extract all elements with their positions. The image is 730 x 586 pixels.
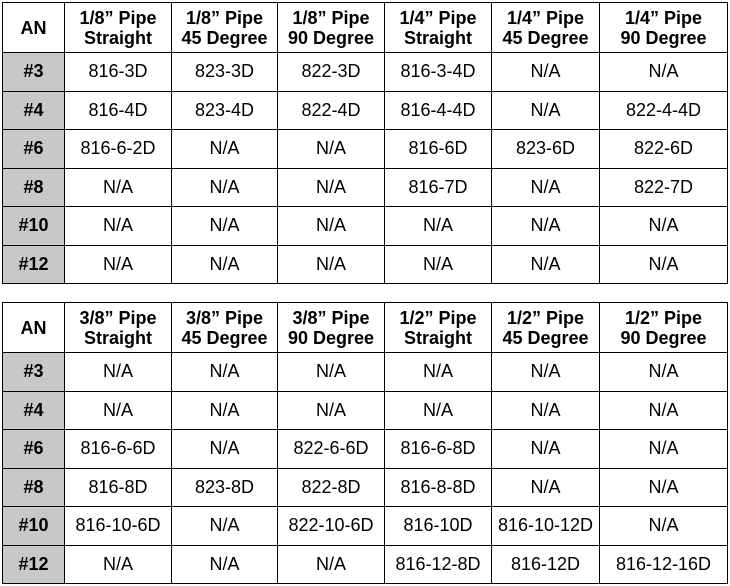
pipe-size-label: 1/8” Pipe xyxy=(292,7,370,28)
column-header xyxy=(600,303,728,353)
fitting-angle-label: Straight xyxy=(83,27,152,48)
pipe-size-label: 3/8” Pipe xyxy=(185,307,264,328)
part-number-cell: N/A xyxy=(492,53,600,92)
part-number-cell: N/A xyxy=(600,53,728,92)
part-number-cell: N/A xyxy=(172,168,278,207)
part-number-cell: 823-6D xyxy=(492,130,600,169)
fitting-table-3-8-and-1-2-pipe xyxy=(2,302,728,584)
part-number-cell: 816-8D xyxy=(65,468,172,507)
part-number-cell: 816-10-12D xyxy=(492,507,600,546)
part-number-cell: 816-10-6D xyxy=(65,507,172,546)
part-number-cell: N/A xyxy=(172,353,278,392)
part-number-cell: 822-6D xyxy=(600,130,728,169)
an-column-header: AN xyxy=(3,303,65,353)
part-number-cell: 822-10-6D xyxy=(278,507,385,546)
part-number-cell: N/A xyxy=(65,207,172,246)
pipe-size-label: 1/4” Pipe xyxy=(506,7,585,28)
part-number-cell: N/A xyxy=(600,245,728,284)
fitting-angle-label: 45 Degree xyxy=(181,27,268,48)
part-number-cell: 816-12D xyxy=(492,545,600,584)
part-number-cell: 816-10D xyxy=(385,507,492,546)
part-number-cell: 822-3D xyxy=(278,53,385,92)
an-size-cell: #6 xyxy=(3,430,65,469)
table-row xyxy=(3,207,728,246)
fitting-angle-label: 90 Degree xyxy=(620,327,707,348)
part-number-cell: N/A xyxy=(492,353,600,392)
part-number-cell: N/A xyxy=(278,245,385,284)
table-row xyxy=(3,91,728,130)
an-size-cell: #12 xyxy=(3,545,65,584)
part-number-cell: N/A xyxy=(278,545,385,584)
part-number-cell: 822-6-6D xyxy=(278,430,385,469)
an-size-cell: #4 xyxy=(3,391,65,430)
part-number-cell: N/A xyxy=(172,245,278,284)
part-number-cell: N/A xyxy=(278,130,385,169)
pipe-size-label: 1/2” Pipe xyxy=(399,307,477,328)
an-size-cell: #3 xyxy=(3,53,65,92)
part-number-cell: N/A xyxy=(172,391,278,430)
part-number-cell: 822-4D xyxy=(278,91,385,130)
part-number-cell: 823-3D xyxy=(172,53,278,92)
fitting-angle-label: 45 Degree xyxy=(181,327,268,348)
table-row xyxy=(3,130,728,169)
an-size-cell: #10 xyxy=(3,507,65,546)
part-number-cell: N/A xyxy=(172,130,278,169)
table-row xyxy=(3,168,728,207)
column-header xyxy=(492,303,600,353)
part-number-cell: 816-6-6D xyxy=(65,430,172,469)
part-number-cell: N/A xyxy=(385,353,492,392)
part-number-cell: N/A xyxy=(385,245,492,284)
column-header xyxy=(172,3,278,53)
part-number-cell: N/A xyxy=(278,391,385,430)
part-number-cell: N/A xyxy=(172,507,278,546)
an-size-cell: #12 xyxy=(3,245,65,284)
an-column-header: AN xyxy=(3,3,65,53)
part-number-cell: N/A xyxy=(278,168,385,207)
part-number-cell: 816-4-4D xyxy=(385,91,492,130)
fitting-angle-label: Straight xyxy=(403,27,472,48)
part-number-cell: N/A xyxy=(65,245,172,284)
table-row xyxy=(3,468,728,507)
part-number-cell: 816-7D xyxy=(385,168,492,207)
part-number-cell: N/A xyxy=(492,468,600,507)
part-number-cell: 816-3D xyxy=(65,53,172,92)
an-size-cell: #8 xyxy=(3,468,65,507)
part-number-cell: N/A xyxy=(492,168,600,207)
fitting-table-1-8-and-1-4-pipe xyxy=(2,2,728,284)
column-header xyxy=(278,303,385,353)
part-number-cell: N/A xyxy=(492,207,600,246)
part-number-cell: N/A xyxy=(65,353,172,392)
pipe-size-label: 1/4” Pipe xyxy=(399,7,477,28)
part-number-cell: N/A xyxy=(65,168,172,207)
part-number-cell: N/A xyxy=(600,353,728,392)
fitting-angle-label: Straight xyxy=(403,327,472,348)
part-number-cell: N/A xyxy=(600,207,728,246)
part-number-cell: 816-6-2D xyxy=(65,130,172,169)
fitting-angle-label: 45 Degree xyxy=(502,27,589,48)
part-number-cell: N/A xyxy=(492,245,600,284)
part-number-cell: 822-7D xyxy=(600,168,728,207)
an-size-cell: #10 xyxy=(3,207,65,246)
part-number-cell: N/A xyxy=(492,430,600,469)
column-header xyxy=(385,3,492,53)
column-header xyxy=(65,3,172,53)
part-number-cell: 823-8D xyxy=(172,468,278,507)
part-number-cell: N/A xyxy=(65,391,172,430)
table-row xyxy=(3,353,728,392)
table-row xyxy=(3,507,728,546)
pipe-size-label: 1/4” Pipe xyxy=(624,7,703,28)
part-number-cell: N/A xyxy=(385,391,492,430)
part-number-cell: N/A xyxy=(600,468,728,507)
fitting-angle-label: 90 Degree xyxy=(287,327,375,348)
table-row xyxy=(3,53,728,92)
part-number-cell: N/A xyxy=(172,430,278,469)
column-header xyxy=(172,303,278,353)
part-number-cell: N/A xyxy=(278,353,385,392)
pipe-size-label: 1/8” Pipe xyxy=(79,7,157,28)
part-number-cell: 816-12-16D xyxy=(600,545,728,584)
column-header xyxy=(492,3,600,53)
part-number-cell: N/A xyxy=(65,545,172,584)
an-size-cell: #3 xyxy=(3,353,65,392)
part-number-cell: 816-12-8D xyxy=(385,545,492,584)
pipe-size-label: 1/2” Pipe xyxy=(506,307,585,328)
pipe-size-label: 3/8” Pipe xyxy=(79,307,157,328)
part-number-cell: N/A xyxy=(172,545,278,584)
pipe-size-label: 3/8” Pipe xyxy=(292,307,370,328)
part-number-cell: 816-6-8D xyxy=(385,430,492,469)
part-number-cell: N/A xyxy=(385,207,492,246)
column-header xyxy=(600,3,728,53)
pipe-size-label: 1/2” Pipe xyxy=(624,307,703,328)
part-number-cell: N/A xyxy=(600,507,728,546)
part-number-cell: N/A xyxy=(600,430,728,469)
part-number-cell: N/A xyxy=(600,391,728,430)
part-number-cell: 822-4-4D xyxy=(600,91,728,130)
part-number-cell: 823-4D xyxy=(172,91,278,130)
column-header xyxy=(385,303,492,353)
pipe-size-label: 1/8” Pipe xyxy=(185,7,264,28)
an-size-cell: #4 xyxy=(3,91,65,130)
table-row xyxy=(3,545,728,584)
fitting-angle-label: 45 Degree xyxy=(502,327,589,348)
part-number-cell: 816-6D xyxy=(385,130,492,169)
part-number-cell: N/A xyxy=(492,91,600,130)
part-number-cell: 816-3-4D xyxy=(385,53,492,92)
table-row xyxy=(3,245,728,284)
part-number-cell: 816-4D xyxy=(65,91,172,130)
part-number-cell: 822-8D xyxy=(278,468,385,507)
column-header xyxy=(65,303,172,353)
column-header xyxy=(278,3,385,53)
header-row xyxy=(3,303,728,353)
header-row xyxy=(3,3,728,53)
fitting-angle-label: Straight xyxy=(83,327,152,348)
fitting-angle-label: 90 Degree xyxy=(287,27,375,48)
table-row xyxy=(3,430,728,469)
part-number-cell: N/A xyxy=(278,207,385,246)
part-number-cell: N/A xyxy=(172,207,278,246)
table-row xyxy=(3,391,728,430)
part-number-cell: 816-8-8D xyxy=(385,468,492,507)
an-size-cell: #6 xyxy=(3,130,65,169)
part-number-cell: N/A xyxy=(492,391,600,430)
an-size-cell: #8 xyxy=(3,168,65,207)
fitting-angle-label: 90 Degree xyxy=(620,27,707,48)
